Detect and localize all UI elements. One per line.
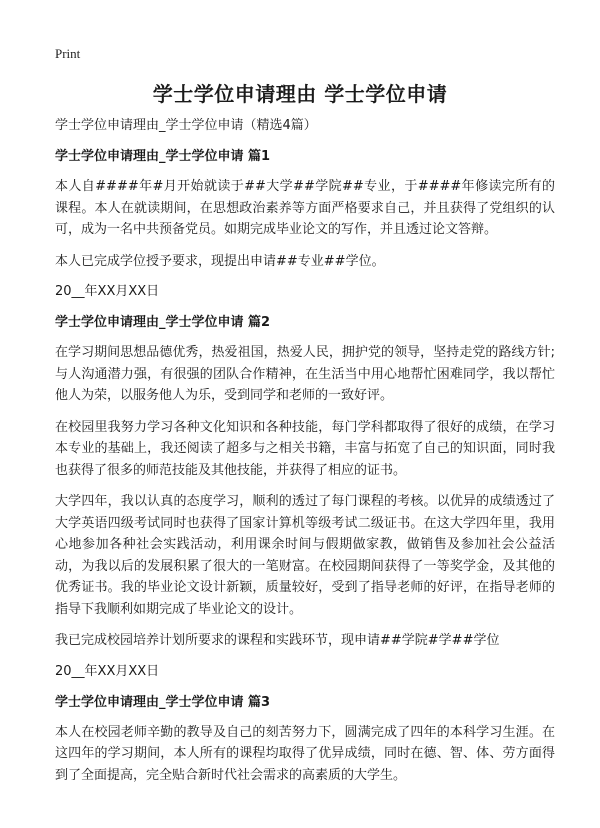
section-heading-2: 学士学位申请理由_学士学位申请 篇2 [55,315,271,330]
section-3-paragraph-1: 本人在校园老师辛勤的教导及自己的刻苦努力下，圆满完成了四年的本科学习生涯。在这四年的学习期间，本人所有的课程均取得了优异成绩，同时在德、智、体、劳方面得到了全面提高，完全贴合新时代社会需求的高素质的大学生。 [55,724,555,783]
document-title: 学士学位申请理由 学士学位申请 [152,82,448,106]
section-2-date: 20__年XX月XX日 [55,663,160,679]
section-2-paragraph-1: 在学习期间思想品德优秀，热爱祖国，热爱人民，拥护党的领导，坚持走党的路线方针;与人沟通潜力强，有很强的团队合作精神，在生活当中用心地帮忙困难同学，我以帮忙他人为荣，以服务他人为乐，受到同学和老师的一致好评。 [55,345,555,403]
section-2-paragraph-3: 大学四年，我以认真的态度学习，顺利的透过了每门课程的考核。以优异的成绩透过了大学英语四级考试同时也获得了国家计算机等级考试二级证书。在这大学四年里，我用心地参加各种社会实践活动，利用课余时间与假期做家教，做销售及参加社会公益活动，为我以后的发展积累了很大的一笔财富。在校园期间获得了一等奖学金，及其他的优秀证书。我的毕业论文设计新颖，质量较好，受到了指导老师的好评，在指导老师的指导下我顺利如期完成了毕业论文的设计。 [55,494,555,617]
document-subtitle: 学士学位申请理由_学士学位申请（精选4篇） [55,118,317,133]
section-heading-1: 学士学位申请理由_学士学位申请 篇1 [55,149,271,164]
section-1-paragraph-1: 本人自####年#月开始就读于##大学##学院##专业，于####年修读完所有的课程。本人在就读期间，在思想政治素养等方面严格要求自己，并且获得了党组织的认可，成为一名中共预备党员。如期完成毕业论文的写作，并且透过论文答辩。 [55,179,555,237]
document-body [55,116,555,796]
print-link[interactable]: Print [55,46,81,61]
section-2-paragraph-4: 我已完成校园培养计划所要求的课程和实践环节，现申请##学院#学##学位 [55,633,500,648]
section-1-date: 20__年XX月XX日 [55,284,160,299]
section-2-paragraph-2: 在校园里我努力学习各种文化知识和各种技能，每门学科都取得了很好的成绩，在学习本专业的基础上，我还阅读了超多与之相关书籍，丰富与拓宽了自己的知识面，同时我也获得了很多的师范技能及其他技能，并获得了相应的证书。 [55,419,555,478]
section-1-paragraph-2: 本人已完成学位授予要求，现提出申请##专业##学位。 [55,253,385,269]
section-heading-3: 学士学位申请理由_学士学位申请 篇3 [55,694,271,710]
